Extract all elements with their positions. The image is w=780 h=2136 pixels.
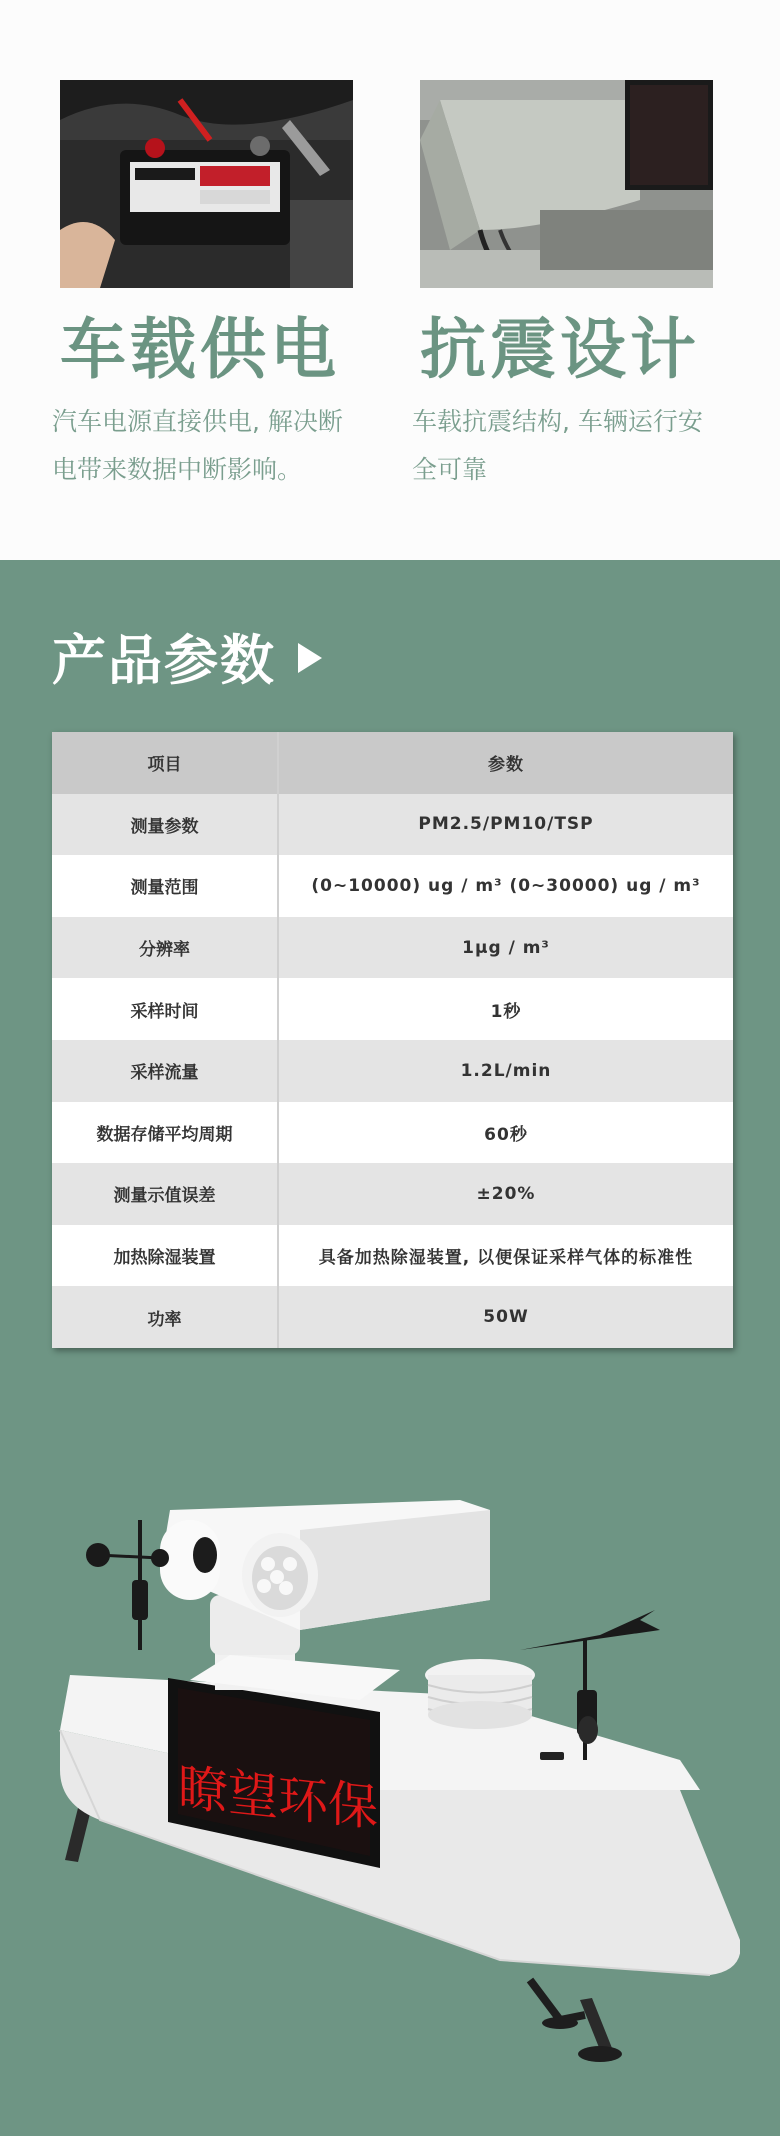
table-row [52, 1225, 733, 1287]
feature-power-supply [52, 80, 360, 484]
feature-desc-line: 车载抗震结构, 车辆运行安 [412, 407, 703, 436]
table-row [52, 978, 733, 1040]
row-value: PM2.5/PM10/TSP [418, 814, 594, 835]
feature-title: 抗震设计 [420, 311, 700, 388]
params-heading: 产品参数 [52, 629, 276, 692]
row-value: 50W [483, 1307, 529, 1328]
feature-desc-line: 全可靠 [412, 455, 488, 484]
row-key: 分辨率 [52, 917, 279, 979]
table-row [52, 794, 733, 856]
feature-desc-line: 汽车电源直接供电, 解决断 [52, 407, 343, 436]
row-key: 采样流量 [52, 1040, 279, 1102]
vehicle-mount-photo [420, 80, 713, 288]
table-header-row [52, 732, 733, 794]
row-key: 测量范围 [52, 855, 279, 917]
led-display-text: 瞭望环保 [177, 1757, 378, 1838]
table-row [52, 1286, 733, 1348]
table-row [52, 855, 733, 917]
table-row [52, 1040, 733, 1102]
header-key: 项目 [52, 732, 279, 794]
feature-description [52, 398, 382, 494]
feature-shock-proof [412, 80, 720, 484]
row-value: (0~10000) ug / m³ (0~30000) ug / m³ [311, 875, 701, 896]
row-value: 1μg / m³ [462, 937, 550, 958]
feature-description [412, 398, 742, 494]
car-battery-photo [60, 80, 353, 288]
feature-desc-line: 电带来数据中断影响。 [52, 455, 303, 484]
features-section [0, 0, 780, 560]
row-key: 采样时间 [52, 978, 279, 1040]
monitor-device-illustration [40, 1460, 740, 2080]
row-value: 具备加热除湿装置, 以便保证采样气体的标准性 [318, 1248, 694, 1269]
row-value: 60秒 [484, 1124, 528, 1145]
table-row [52, 1163, 733, 1225]
feature-title: 车载供电 [60, 311, 340, 388]
row-value: 1.2L/min [460, 1060, 552, 1081]
row-value: ±20% [476, 1183, 536, 1204]
row-key: 测量示值误差 [52, 1163, 279, 1225]
row-key: 加热除湿装置 [52, 1225, 279, 1287]
row-key: 功率 [52, 1286, 279, 1348]
table-row [52, 917, 733, 979]
header-value: 参数 [488, 755, 524, 776]
spec-table [52, 732, 733, 1348]
table-row [52, 1102, 733, 1164]
row-key: 测量参数 [52, 794, 279, 856]
row-key: 数据存储平均周期 [52, 1102, 279, 1164]
row-value: 1秒 [490, 1001, 522, 1022]
play-arrow-icon [298, 643, 322, 673]
